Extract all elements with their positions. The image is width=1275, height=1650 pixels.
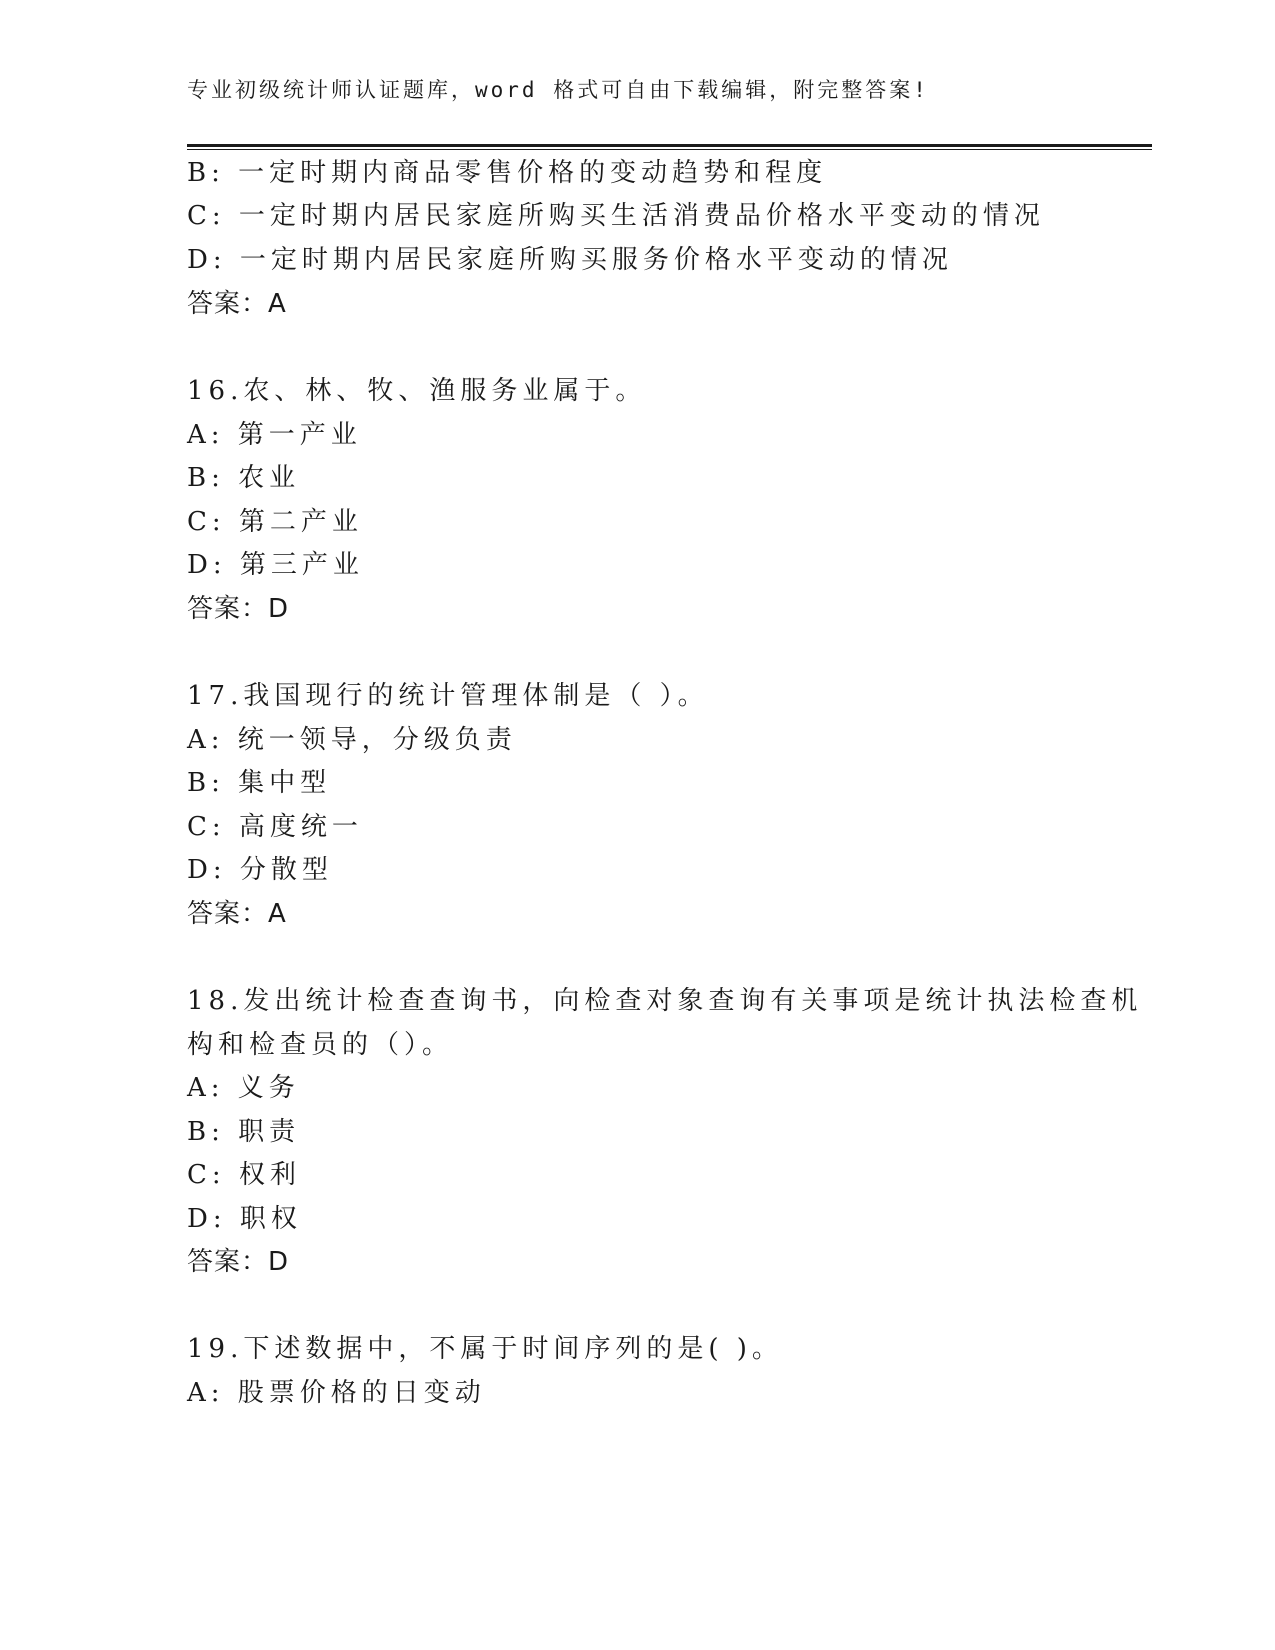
q18-stem-line-2: 构和检查员的（）。: [187, 1030, 454, 1060]
q17-stem: 17.我国现行的统计管理体制是（ ）。: [187, 681, 709, 711]
q17-option-c: C: 高度统一: [187, 812, 363, 842]
q17-option-a: A: 统一领导，分级负责: [187, 725, 517, 755]
q18-stem-line-1: 18.发出统计检查查询书，向检查对象查询有关事项是统计执法检查机: [187, 986, 1143, 1016]
q16-answer: 答案：D: [187, 594, 290, 624]
q17-option-d: D: 分散型: [187, 855, 333, 885]
q15-answer: 答案：A: [187, 289, 287, 319]
q16-option-c: C: 第二产业: [187, 507, 363, 537]
q16-option-b: B: 农业: [187, 463, 301, 493]
q18-option-d: D: 职权: [187, 1204, 302, 1234]
q18-option-a: A: 义务: [187, 1073, 300, 1103]
q17-option-b: B: 集中型: [187, 768, 332, 798]
q16-stem: 16.农、林、牧、渔服务业属于。: [187, 376, 647, 406]
header-text: 专业初级统计师认证题库，word 格式可自由下载编辑，附完整答案!: [187, 78, 929, 102]
q18-answer: 答案：D: [187, 1247, 290, 1277]
q16-option-a: A: 第一产业: [187, 420, 362, 450]
q16-option-d: D: 第三产业: [187, 550, 364, 580]
q19-option-a: A: 股票价格的日变动: [187, 1378, 486, 1408]
header-rule-thick: [187, 144, 1152, 147]
q15-option-c: C: 一定时期内居民家庭所购买生活消费品价格水平变动的情况: [187, 201, 1045, 231]
q19-stem: 19.下述数据中，不属于时间序列的是( )。: [187, 1334, 783, 1364]
q17-answer: 答案：A: [187, 899, 287, 929]
q15-option-d: D: 一定时期内居民家庭所购买服务价格水平变动的情况: [187, 245, 953, 275]
header-rule-thin: [187, 149, 1152, 150]
q18-option-c: C: 权利: [187, 1160, 301, 1190]
q18-option-b: B: 职责: [187, 1117, 301, 1147]
q15-option-b: B: 一定时期内商品零售价格的变动趋势和程度: [187, 158, 828, 188]
